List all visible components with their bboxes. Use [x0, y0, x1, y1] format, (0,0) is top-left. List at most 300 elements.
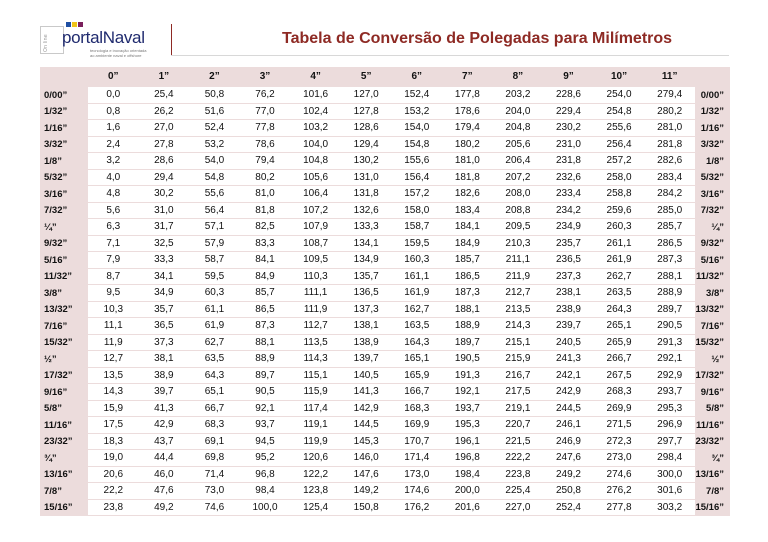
- mm-value-cell: 268,3: [594, 384, 645, 401]
- table-row: [40, 153, 730, 170]
- mm-value-cell: 189,7: [442, 335, 493, 352]
- mm-value-cell: 288,9: [644, 285, 695, 302]
- mm-value-cell: 266,7: [594, 351, 645, 368]
- mm-value-cell: 238,1: [543, 285, 594, 302]
- table-row: [40, 269, 730, 286]
- mm-value-cell: 196,1: [442, 434, 493, 451]
- column-header: 5”: [360, 71, 372, 82]
- mm-value-cell: 139,7: [341, 351, 392, 368]
- mm-value-cell: 81,8: [240, 203, 291, 220]
- mm-value-cell: 210,3: [493, 236, 544, 253]
- mm-value-cell: 260,3: [594, 219, 645, 236]
- row-label-right: 11/32”: [696, 271, 724, 283]
- mm-value-cell: 165,1: [391, 351, 442, 368]
- portalnaval-logo[interactable]: [40, 22, 168, 58]
- table-row: [40, 434, 730, 451]
- mm-value-cell: 115,1: [290, 368, 341, 385]
- mm-value-cell: 263,5: [594, 285, 645, 302]
- mm-value-cell: 292,9: [644, 368, 695, 385]
- row-label-right: 15/16”: [695, 502, 724, 514]
- mm-value-cell: 227,0: [493, 500, 544, 517]
- row-label-right: 23/32”: [695, 436, 724, 448]
- mm-value-cell: 133,3: [341, 219, 392, 236]
- row-label-left: 7/16”: [44, 320, 68, 332]
- mm-value-cell: 211,1: [493, 252, 544, 269]
- mm-value-cell: 171,4: [391, 450, 442, 467]
- mm-value-cell: 236,5: [543, 252, 594, 269]
- mm-value-cell: 58,7: [189, 252, 240, 269]
- mm-value-cell: 127,0: [341, 87, 392, 104]
- mm-value-cell: 183,4: [442, 203, 493, 220]
- row-label-right: 13/16”: [695, 469, 724, 481]
- mm-value-cell: 242,1: [543, 368, 594, 385]
- mm-value-cell: 182,6: [442, 186, 493, 203]
- mm-value-cell: 231,8: [543, 153, 594, 170]
- table-row: [40, 401, 730, 418]
- mm-value-cell: 191,3: [442, 368, 493, 385]
- mm-value-cell: 153,2: [391, 104, 442, 121]
- mm-value-cell: 55,6: [189, 186, 240, 203]
- mm-value-cell: 82,5: [240, 219, 291, 236]
- mm-value-cell: 285,0: [644, 203, 695, 220]
- mm-value-cell: 131,0: [341, 170, 392, 187]
- mm-value-cell: 158,7: [391, 219, 442, 236]
- mm-value-cell: 301,6: [644, 483, 695, 500]
- mm-value-cell: 216,7: [493, 368, 544, 385]
- table-row: [40, 483, 730, 500]
- mm-value-cell: 265,9: [594, 335, 645, 352]
- mm-value-cell: 4,0: [88, 170, 139, 187]
- mm-value-cell: 149,2: [341, 483, 392, 500]
- column-header: 4”: [310, 71, 321, 82]
- logo-tagline-1: tecnologia e inovação orientada: [90, 48, 147, 53]
- mm-value-cell: 4,8: [88, 186, 139, 203]
- row-label-right: 7/16”: [700, 320, 724, 332]
- row-label-left: 9/32”: [44, 238, 68, 250]
- mm-value-cell: 132,6: [341, 203, 392, 220]
- mm-value-cell: 205,6: [493, 137, 544, 154]
- mm-value-cell: 166,7: [391, 384, 442, 401]
- mm-value-cell: 130,2: [341, 153, 392, 170]
- mm-value-cell: 56,4: [189, 203, 240, 220]
- conversion-table: [40, 67, 730, 516]
- mm-value-cell: 200,0: [442, 483, 493, 500]
- row-label-right: 9/32”: [700, 238, 724, 250]
- row-label-right: ¾”: [711, 452, 724, 464]
- mm-value-cell: 297,7: [644, 434, 695, 451]
- mm-value-cell: 39,7: [139, 384, 190, 401]
- table-row: [40, 318, 730, 335]
- mm-value-cell: 111,1: [290, 285, 341, 302]
- mm-value-cell: 27,0: [139, 120, 190, 137]
- row-label-left: 3/16”: [44, 188, 68, 200]
- mm-value-cell: 60,3: [189, 285, 240, 302]
- mm-value-cell: 156,4: [391, 170, 442, 187]
- mm-value-cell: 63,5: [189, 351, 240, 368]
- mm-value-cell: 277,8: [594, 500, 645, 517]
- mm-value-cell: 80,2: [240, 170, 291, 187]
- mm-value-cell: 101,6: [290, 87, 341, 104]
- row-label-left: 9/16”: [44, 386, 68, 398]
- mm-value-cell: 242,9: [543, 384, 594, 401]
- mm-value-cell: 96,8: [240, 467, 291, 484]
- row-label-right: 3/16”: [700, 188, 724, 200]
- mm-value-cell: 259,6: [594, 203, 645, 220]
- table-row: [40, 302, 730, 319]
- mm-value-cell: 185,7: [442, 252, 493, 269]
- mm-value-cell: 107,2: [290, 203, 341, 220]
- mm-value-cell: 120,6: [290, 450, 341, 467]
- table-row: [40, 137, 730, 154]
- mm-value-cell: 237,3: [543, 269, 594, 286]
- mm-value-cell: 184,1: [442, 219, 493, 236]
- mm-value-cell: 137,3: [341, 302, 392, 319]
- mm-value-cell: 7,1: [88, 236, 139, 253]
- table-row: [40, 186, 730, 203]
- mm-value-cell: 69,1: [189, 434, 240, 451]
- mm-value-cell: 298,4: [644, 450, 695, 467]
- mm-value-cell: 22,2: [88, 483, 139, 500]
- mm-value-cell: 7,9: [88, 252, 139, 269]
- mm-value-cell: 254,8: [594, 104, 645, 121]
- mm-value-cell: 107,9: [290, 219, 341, 236]
- row-label-right: 11/16”: [696, 419, 724, 431]
- column-header: 1”: [158, 71, 170, 82]
- mm-value-cell: 74,6: [189, 500, 240, 517]
- row-label-left: 0/00”: [44, 89, 68, 101]
- mm-value-cell: 125,4: [290, 500, 341, 517]
- mm-value-cell: 29,4: [139, 170, 190, 187]
- row-label-right: 13/32”: [695, 304, 724, 316]
- mm-value-cell: 285,7: [644, 219, 695, 236]
- mm-value-cell: 196,8: [442, 450, 493, 467]
- mm-value-cell: 119,9: [290, 434, 341, 451]
- mm-value-cell: 244,5: [543, 401, 594, 418]
- mm-value-cell: 146,0: [341, 450, 392, 467]
- mm-value-cell: 135,7: [341, 269, 392, 286]
- mm-value-cell: 161,1: [391, 269, 442, 286]
- table-row: [40, 236, 730, 253]
- mm-value-cell: 240,5: [543, 335, 594, 352]
- mm-value-cell: 117,4: [290, 401, 341, 418]
- table-row: [40, 120, 730, 137]
- mm-value-cell: 203,2: [493, 87, 544, 104]
- mm-value-cell: 255,6: [594, 120, 645, 137]
- mm-value-cell: 110,3: [290, 269, 341, 286]
- row-label-right: 3/32”: [700, 139, 724, 151]
- mm-value-cell: 65,1: [189, 384, 240, 401]
- mm-value-cell: 178,6: [442, 104, 493, 121]
- mm-value-cell: 282,6: [644, 153, 695, 170]
- mm-value-cell: 37,3: [139, 335, 190, 352]
- row-label-right: ¼”: [711, 221, 724, 233]
- row-label-right: 15/32”: [695, 337, 724, 349]
- mm-value-cell: 31,7: [139, 219, 190, 236]
- mm-value-cell: 84,9: [240, 269, 291, 286]
- mm-value-cell: 152,4: [391, 87, 442, 104]
- column-header: 2”: [209, 71, 220, 82]
- mm-value-cell: 57,1: [189, 219, 240, 236]
- row-label-right: 0/00”: [700, 89, 724, 101]
- mm-value-cell: 77,8: [240, 120, 291, 137]
- mm-value-cell: 142,9: [341, 401, 392, 418]
- mm-value-cell: 95,2: [240, 450, 291, 467]
- mm-value-cell: 17,5: [88, 417, 139, 434]
- mm-value-cell: 234,2: [543, 203, 594, 220]
- mm-value-cell: 207,2: [493, 170, 544, 187]
- mm-value-cell: 11,1: [88, 318, 139, 335]
- mm-value-cell: 165,9: [391, 368, 442, 385]
- row-label-left: 23/32”: [44, 436, 73, 448]
- mm-value-cell: 54,8: [189, 170, 240, 187]
- mm-value-cell: 303,2: [644, 500, 695, 517]
- mm-value-cell: 261,1: [594, 236, 645, 253]
- mm-value-cell: 233,4: [543, 186, 594, 203]
- mm-value-cell: 154,0: [391, 120, 442, 137]
- row-label-right: 5/16”: [700, 254, 724, 266]
- mm-value-cell: 256,4: [594, 137, 645, 154]
- mm-value-cell: 112,7: [290, 318, 341, 335]
- mm-value-cell: 287,3: [644, 252, 695, 269]
- mm-value-cell: 51,6: [189, 104, 240, 121]
- mm-value-cell: 147,6: [341, 467, 392, 484]
- mm-value-cell: 159,5: [391, 236, 442, 253]
- mm-value-cell: 176,2: [391, 500, 442, 517]
- mm-value-cell: 62,7: [189, 335, 240, 352]
- mm-value-cell: 34,9: [139, 285, 190, 302]
- mm-value-cell: 71,4: [189, 467, 240, 484]
- row-label-left: 1/32”: [44, 106, 68, 118]
- row-label-left: 5/16”: [44, 254, 68, 266]
- table-row: [40, 384, 730, 401]
- mm-value-cell: 295,3: [644, 401, 695, 418]
- mm-value-cell: 25,4: [139, 87, 190, 104]
- mm-value-cell: 26,2: [139, 104, 190, 121]
- mm-value-cell: 41,3: [139, 401, 190, 418]
- mm-value-cell: 290,5: [644, 318, 695, 335]
- mm-value-cell: 276,2: [594, 483, 645, 500]
- row-label-left: ½”: [44, 353, 57, 365]
- mm-value-cell: 219,1: [493, 401, 544, 418]
- mm-value-cell: 229,4: [543, 104, 594, 121]
- mm-value-cell: 129,4: [341, 137, 392, 154]
- mm-value-cell: 249,2: [543, 467, 594, 484]
- mm-value-cell: 53,2: [189, 137, 240, 154]
- mm-value-cell: 27,8: [139, 137, 190, 154]
- mm-value-cell: 34,1: [139, 269, 190, 286]
- mm-value-cell: 300,0: [644, 467, 695, 484]
- mm-value-cell: 206,4: [493, 153, 544, 170]
- row-label-left: 15/32”: [44, 337, 73, 349]
- mm-value-cell: 106,4: [290, 186, 341, 203]
- mm-value-cell: 6,3: [88, 219, 139, 236]
- mm-value-cell: 234,9: [543, 219, 594, 236]
- mm-value-cell: 215,1: [493, 335, 544, 352]
- mm-value-cell: 79,4: [240, 153, 291, 170]
- table-row: [40, 335, 730, 352]
- mm-value-cell: 59,5: [189, 269, 240, 286]
- mm-value-cell: 46,0: [139, 467, 190, 484]
- row-label-left: 11/16”: [44, 419, 72, 431]
- mm-value-cell: 14,3: [88, 384, 139, 401]
- row-label-left: 1/8”: [44, 155, 62, 167]
- mm-value-cell: 10,3: [88, 302, 139, 319]
- mm-value-cell: 131,8: [341, 186, 392, 203]
- row-label-left: 7/32”: [44, 205, 68, 217]
- mm-value-cell: 198,4: [442, 467, 493, 484]
- row-label-right: 1/8”: [706, 155, 724, 167]
- mm-value-cell: 18,3: [88, 434, 139, 451]
- row-label-right: 3/8”: [706, 287, 724, 299]
- column-header: 11”: [661, 71, 678, 82]
- mm-value-cell: 141,3: [341, 384, 392, 401]
- column-header: 6”: [411, 71, 423, 82]
- row-label-right: 9/16”: [700, 386, 724, 398]
- mm-value-cell: 246,9: [543, 434, 594, 451]
- row-label-right: 17/32”: [695, 370, 724, 382]
- row-label-left: 3/32”: [44, 139, 68, 151]
- mm-value-cell: 13,5: [88, 368, 139, 385]
- mm-value-cell: 239,7: [543, 318, 594, 335]
- table-row: [40, 450, 730, 467]
- table-row: [40, 87, 730, 104]
- row-label-left: 11/32”: [44, 271, 72, 283]
- mm-value-cell: 288,1: [644, 269, 695, 286]
- mm-value-cell: 283,4: [644, 170, 695, 187]
- mm-value-cell: 38,1: [139, 351, 190, 368]
- mm-value-cell: 201,6: [442, 500, 493, 517]
- table-body: [40, 87, 730, 516]
- mm-value-cell: 57,9: [189, 236, 240, 253]
- mm-value-cell: 265,1: [594, 318, 645, 335]
- mm-value-cell: 84,1: [240, 252, 291, 269]
- mm-value-cell: 23,8: [88, 500, 139, 517]
- column-header: 10”: [611, 71, 628, 82]
- mm-value-cell: 81,0: [240, 186, 291, 203]
- mm-value-cell: 271,5: [594, 417, 645, 434]
- mm-value-cell: 241,3: [543, 351, 594, 368]
- mm-value-cell: 61,9: [189, 318, 240, 335]
- mm-value-cell: 35,7: [139, 302, 190, 319]
- row-label-left: 13/16”: [44, 469, 73, 481]
- mm-value-cell: 68,3: [189, 417, 240, 434]
- mm-value-cell: 113,5: [290, 335, 341, 352]
- mm-value-cell: 281,8: [644, 137, 695, 154]
- mm-value-cell: 54,0: [189, 153, 240, 170]
- mm-value-cell: 119,1: [290, 417, 341, 434]
- mm-value-cell: 269,9: [594, 401, 645, 418]
- row-label-right: 1/16”: [700, 122, 724, 134]
- column-header: 9”: [563, 71, 574, 82]
- mm-value-cell: 181,0: [442, 153, 493, 170]
- mm-value-cell: 164,3: [391, 335, 442, 352]
- mm-value-cell: 64,3: [189, 368, 240, 385]
- logo-name: portalNaval: [62, 28, 145, 47]
- mm-value-cell: 19,0: [88, 450, 139, 467]
- row-label-right: 7/8”: [706, 485, 724, 497]
- column-header: 8”: [512, 71, 524, 82]
- mm-value-cell: 87,3: [240, 318, 291, 335]
- row-label-left: 5/8”: [44, 403, 62, 415]
- logo-tagline-2: ao ambiente naval e offshore: [90, 53, 142, 58]
- mm-value-cell: 173,0: [391, 467, 442, 484]
- mm-value-cell: 136,5: [341, 285, 392, 302]
- table-row: [40, 417, 730, 434]
- mm-value-cell: 154,8: [391, 137, 442, 154]
- mm-value-cell: 83,3: [240, 236, 291, 253]
- logo-online-text: On line: [43, 34, 49, 52]
- mm-value-cell: 100,0: [240, 500, 291, 517]
- mm-value-cell: 30,2: [139, 186, 190, 203]
- mm-value-cell: 73,0: [189, 483, 240, 500]
- mm-value-cell: 186,5: [442, 269, 493, 286]
- mm-value-cell: 258,8: [594, 186, 645, 203]
- mm-value-cell: 296,9: [644, 417, 695, 434]
- mm-value-cell: 223,8: [493, 467, 544, 484]
- mm-value-cell: 289,7: [644, 302, 695, 319]
- mm-value-cell: 20,6: [88, 467, 139, 484]
- mm-value-cell: 246,1: [543, 417, 594, 434]
- mm-value-cell: 33,3: [139, 252, 190, 269]
- mm-value-cell: 145,3: [341, 434, 392, 451]
- table-row: [40, 219, 730, 236]
- mm-value-cell: 61,1: [189, 302, 240, 319]
- row-label-left: 13/32”: [44, 304, 73, 316]
- mm-value-cell: 122,2: [290, 467, 341, 484]
- mm-value-cell: 170,7: [391, 434, 442, 451]
- mm-value-cell: 280,2: [644, 104, 695, 121]
- mm-value-cell: 28,6: [139, 153, 190, 170]
- mm-value-cell: 69,8: [189, 450, 240, 467]
- mm-value-cell: 169,9: [391, 417, 442, 434]
- mm-value-cell: 50,8: [189, 87, 240, 104]
- mm-value-cell: 238,9: [543, 302, 594, 319]
- mm-value-cell: 209,5: [493, 219, 544, 236]
- mm-value-cell: 114,3: [290, 351, 341, 368]
- mm-value-cell: 32,5: [139, 236, 190, 253]
- mm-value-cell: 104,0: [290, 137, 341, 154]
- table-row: [40, 467, 730, 484]
- mm-value-cell: 105,6: [290, 170, 341, 187]
- mm-value-cell: 250,8: [543, 483, 594, 500]
- mm-value-cell: 220,7: [493, 417, 544, 434]
- mm-value-cell: 279,4: [644, 87, 695, 104]
- mm-value-cell: 222,2: [493, 450, 544, 467]
- mm-value-cell: 9,5: [88, 285, 139, 302]
- mm-value-cell: 284,2: [644, 186, 695, 203]
- mm-value-cell: 49,2: [139, 500, 190, 517]
- mm-value-cell: 93,7: [240, 417, 291, 434]
- table-row: [40, 368, 730, 385]
- mm-value-cell: 291,3: [644, 335, 695, 352]
- mm-value-cell: 0,8: [88, 104, 139, 121]
- mm-value-cell: 180,2: [442, 137, 493, 154]
- mm-value-cell: 208,0: [493, 186, 544, 203]
- mm-value-cell: 15,9: [88, 401, 139, 418]
- row-label-left: 3/8”: [44, 287, 62, 299]
- mm-value-cell: 92,1: [240, 401, 291, 418]
- column-header: 3”: [259, 71, 271, 82]
- mm-value-cell: 168,3: [391, 401, 442, 418]
- mm-value-cell: 88,1: [240, 335, 291, 352]
- mm-value-cell: 11,9: [88, 335, 139, 352]
- mm-value-cell: 225,4: [493, 483, 544, 500]
- header-divider: [171, 24, 172, 56]
- mm-value-cell: 89,7: [240, 368, 291, 385]
- table-row: [40, 285, 730, 302]
- row-label-left: 17/32”: [44, 370, 73, 382]
- column-header: 7”: [462, 71, 473, 82]
